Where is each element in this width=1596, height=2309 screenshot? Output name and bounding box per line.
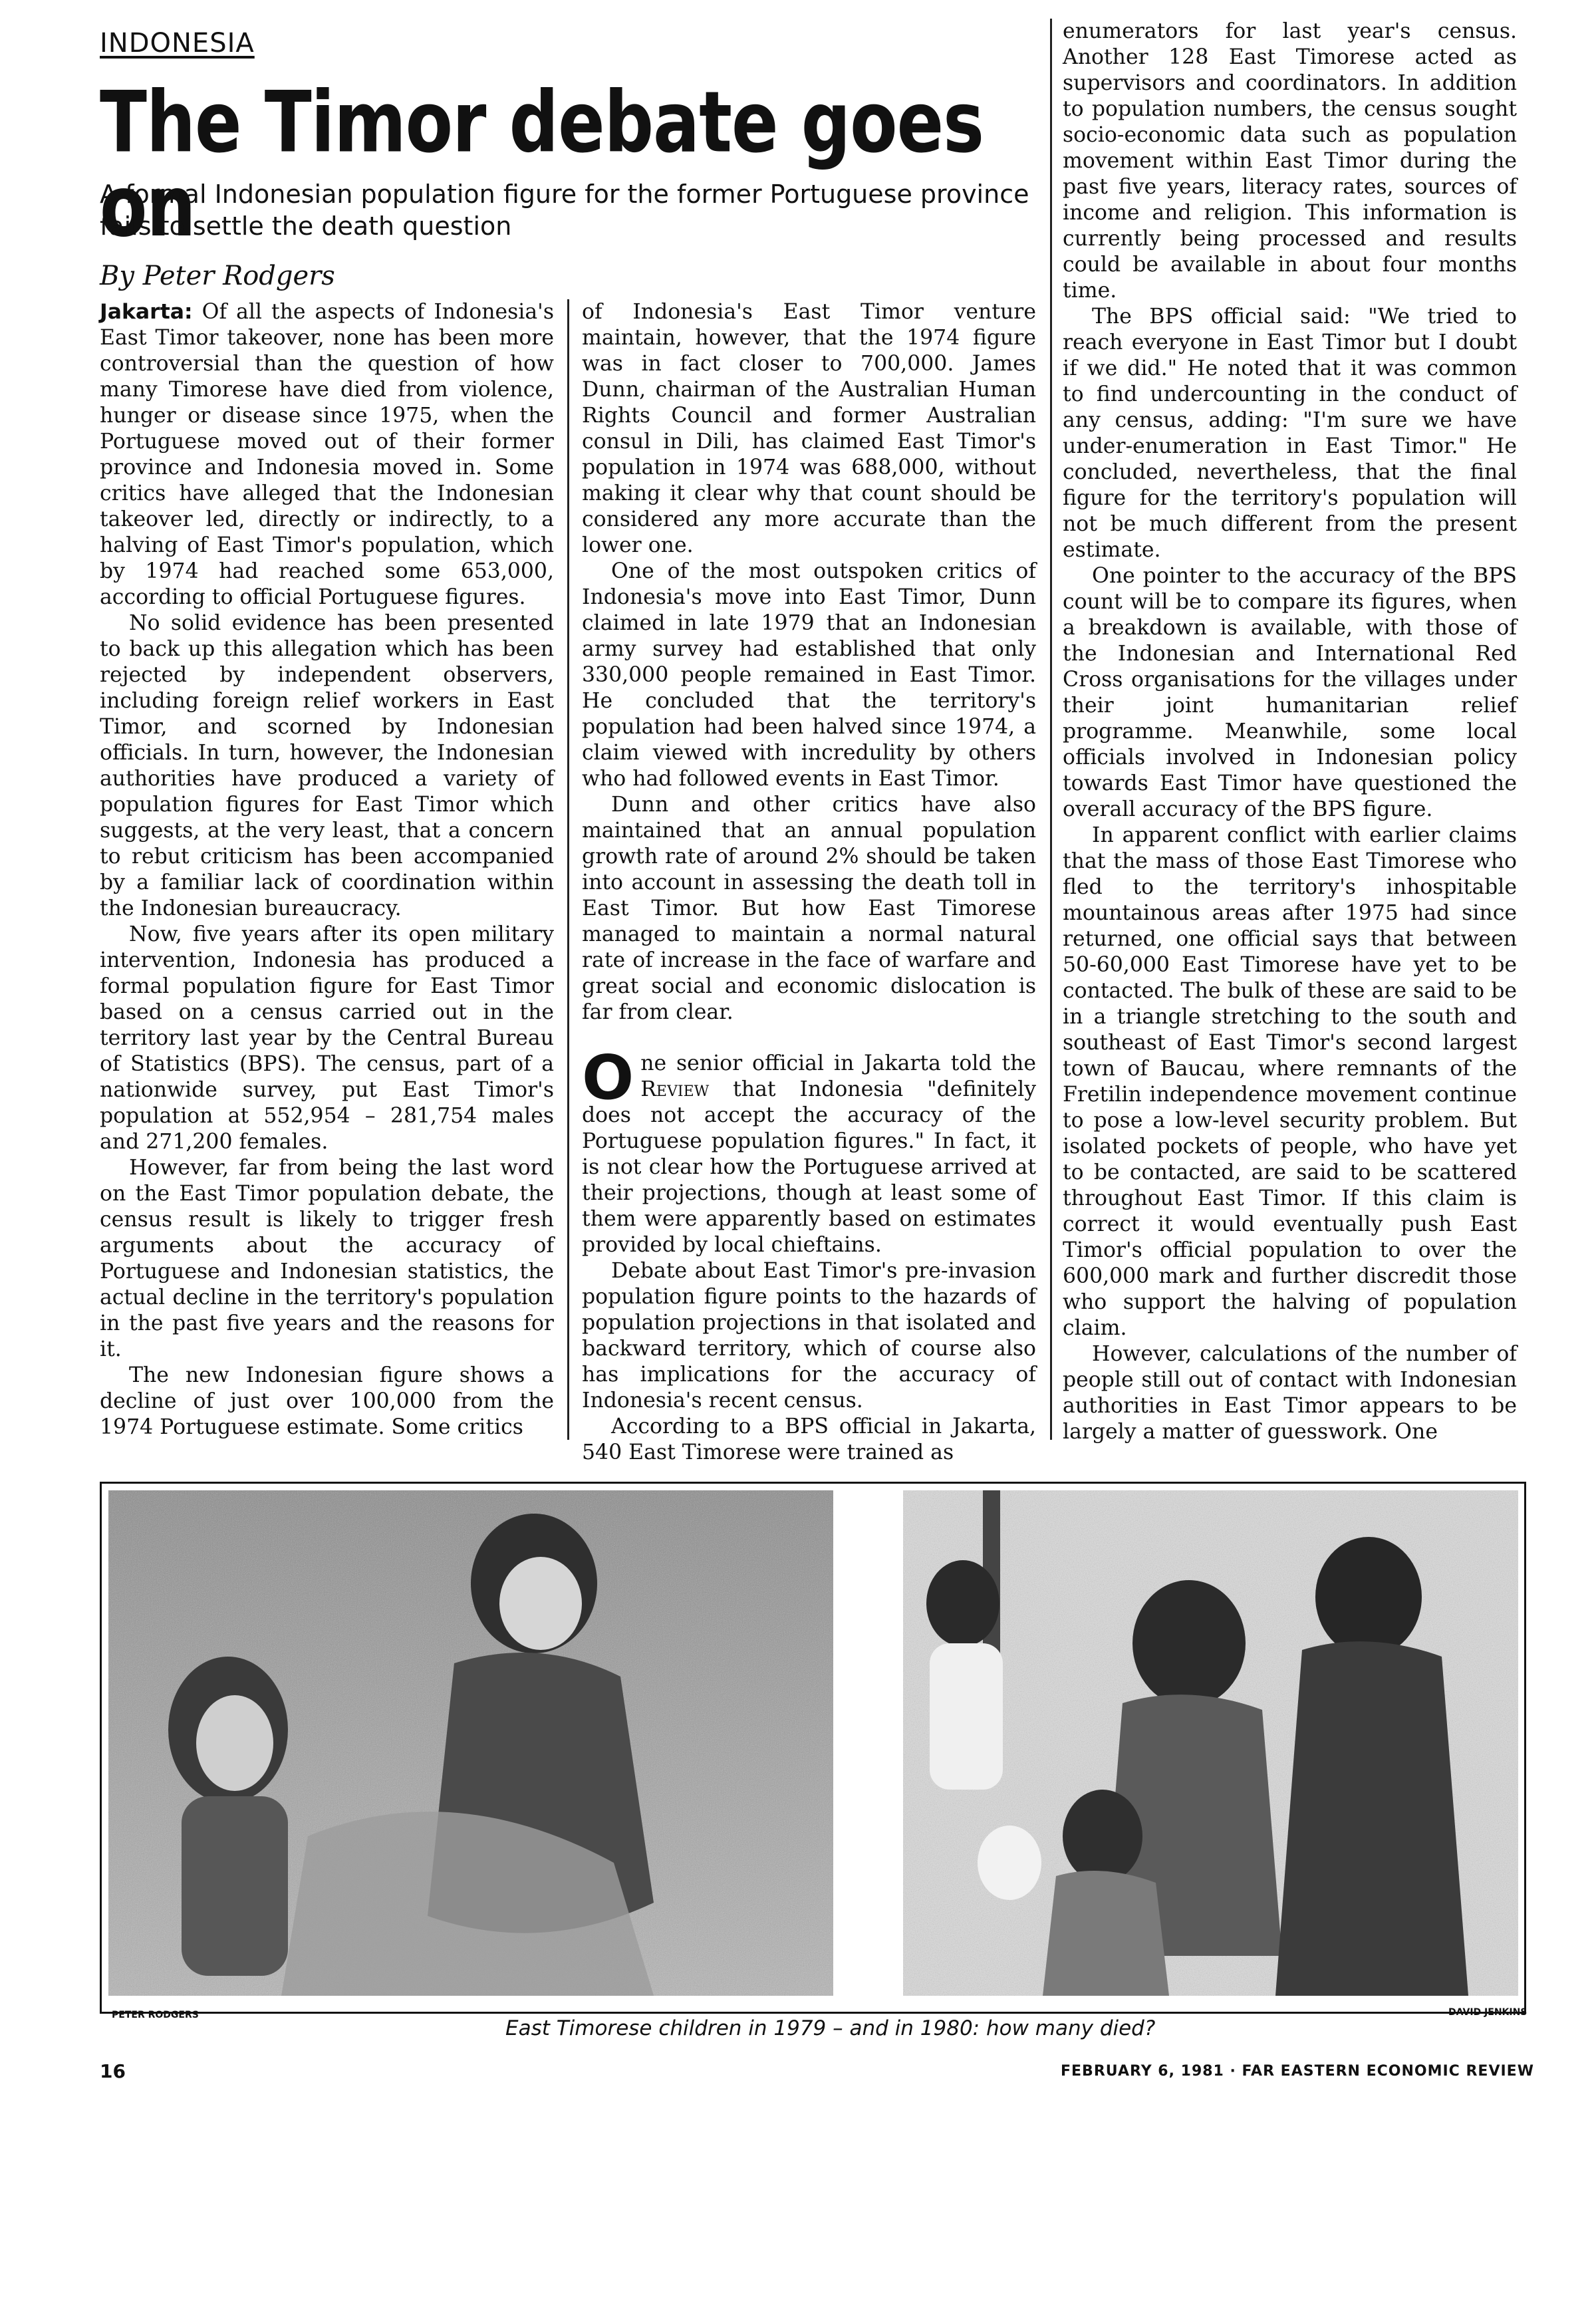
paragraph [100, 299, 554, 611]
publication-footer: FEBRUARY 6, 1981 · FAR EASTERN ECONOMIC REVIEW [1061, 2063, 1534, 2080]
paragraph: No solid evidence has been presented to back up this allegation which has been rejected by independent observers, including foreign relief workers in East Timor, and scorned by Indonesian officials. In turn, however, the Indonesian authorities have produced a variety of population figures for East Timor which suggests, at the very least, that a concern to rebut criticism has been accompanied by a familiar lack of coordination within the Indonesian bureaucracy. [100, 611, 554, 920]
paragraph: According to a BPS official in Jakarta, 540 East Timorese were trained as [582, 1415, 1036, 1464]
paragraph: The new Indonesian figure shows a decline of just over 100,000 from the 1974 Portuguese estimate. Some critics [100, 1363, 554, 1439]
photo-children-1979 [108, 1490, 833, 1996]
paragraph-text: that Indonesia "definitely does not accept the accuracy of the Portuguese population figures." In fact, it is not clear how the Portuguese arrived at their projections, though at least some of them were apparently based on estimates provided by local chieftains. [582, 1077, 1036, 1257]
headline: The Timor debate goes on [100, 72, 984, 256]
paragraph: However, calculations of the number of people still out of contact with Indonesian authorities in East Timor appears to be largely a matter of guesswork. One [1063, 1342, 1517, 1444]
article-column-1 [100, 299, 554, 1440]
article-column-2 [582, 299, 1036, 1466]
section-label-text: INDONESIA [100, 28, 255, 59]
byline: By Peter Rodgers [100, 261, 335, 291]
section-break [582, 1025, 1036, 1051]
review-name: Review [640, 1077, 710, 1101]
photo-children-1980 [903, 1490, 1518, 1996]
paragraph: However, far from being the last word on the East Timor population debate, the census result is likely to trigger fresh arguments about the accuracy of Portuguese and Indonesian statistics, the actual decline in the territory's population in the past five years and the reasons for it. [100, 1156, 554, 1361]
paragraph: In apparent conflict with earlier claims that the mass of those East Timorese who fled to the territory's inhospitable mountainous areas after 1975 had since returned, one official says that between 50-60,000 East Timorese have yet to be contacted. The bulk of these are said to be in a triangle stretching to the south and southeast of East Timor's second largest town of Baucau, where remnants of the Fretilin independence movement continue to pose a low-level security problem. But isolated pockets of people, who have yet to be contacted, are said to be scattered throughout East Timor. If this claim is correct it would eventually push East Timor's official population to over the 600,000 mark and further discredit those who support the halving of population claim. [1063, 823, 1517, 1340]
column-rule [1050, 19, 1052, 1440]
paragraph: Dunn and other critics have also maintained that an annual population growth rate of around 2% should be taken into account in assessing the death toll in East Timor. But how East Timorese managed to maintain a normal natural rate of increase in the face of warfare and great social and economic dislocation is far from clear. [582, 793, 1036, 1024]
paragraph: One pointer to the accuracy of the BPS count will be to compare its figures, when a breakdown is available, with those of the Indonesian and International Red Cross organisations for the villages under their joint humanitarian relief programme. Meanwhile, some local officials involved in Indonesian policy towards East Timor have questioned the overall accuracy of the BPS figure. [1063, 564, 1517, 821]
page-number: 16 [100, 2060, 126, 2082]
paragraph: One of the most outspoken critics of Indonesia's move into East Timor, Dunn claimed in late 1979 that an Indonesian army survey had established that only 330,000 people remained in East Timor. He concluded that the territory's population had been halved since 1974, a claim viewed with incredulity by others who had followed events in East Timor. [582, 559, 1036, 791]
section-label [100, 28, 255, 59]
paragraph-text: ne senior official in Jakarta told the [640, 1051, 1036, 1075]
paragraph [582, 1042, 1036, 1258]
paragraph-text: Of all the aspects of Indonesia's East Timor takeover, none has been more controversial than the question of how many Timorese have died from violence, hunger or disease since 1975, when the Portuguese moved out of their former province and Indonesia moved in. Some critics have alleged that the Indonesian takeover led, directly or indirectly, to a halving of East Timor's population, which by 1974 had reached some 653,000, according to official Portuguese figures. [100, 300, 554, 609]
dateline: Jakarta: [100, 300, 193, 324]
article-column-3 [1063, 19, 1517, 1445]
photo-credit-right: DAVID JENKINS [1448, 2007, 1528, 2018]
paragraph: Debate about East Timor's pre-invasion population figure points to the hazards of population projections in that isolated and backward territory, which of course also has implications for the accuracy of Indonesia's recent census. [582, 1259, 1036, 1413]
paragraph: enumerators for last year's census. Another 128 East Timorese acted as supervisors and coordinators. In addition to population numbers, the census sought socio-economic data such as population movement within East Timor during the past five years, literacy rates, sources of income and religion. This information is currently being processed and results could be available in about four months time. [1063, 19, 1517, 303]
photo-caption: East Timorese children in 1979 – and in 1980: how many died? [505, 2016, 1156, 2040]
paragraph: of Indonesia's East Timor venture maintain, however, that the 1974 figure was in fact closer to 700,000. James Dunn, chairman of the Australian Human Rights Council and former Australian consul in Dili, has claimed East Timor's population in 1974 was 688,000, without making it clear why that count should be considered any more accurate than the lower one. [582, 300, 1036, 557]
drop-cap: O [582, 1042, 634, 1113]
photo-panel [100, 1482, 1526, 2014]
column-rule [567, 299, 569, 1440]
photo-credit-left: PETER RODGERS [112, 2010, 199, 2020]
paragraph: Now, five years after its open military intervention, Indonesia has produced a formal population figure for East Timor based on a census carried out in the territory last year by the Central Bureau of Statistics (BPS). The census, part of a nationwide survey, put East Timor's population at 552,954 – 281,754 males and 271,200 females. [100, 922, 554, 1154]
deck: A formal Indonesian population figure for the former Portuguese province fails to settle the death question [100, 180, 1029, 241]
paragraph: The BPS official said: "We tried to reach everyone in East Timor but I doubt if we did." He noted that it was common to find undercounting in the conduct of any census, adding: "I'm sure we have under-enumeration in East Timor." He concluded, nevertheless, that the final figure for the territory's population will not be much different from the present estimate. [1063, 305, 1517, 562]
